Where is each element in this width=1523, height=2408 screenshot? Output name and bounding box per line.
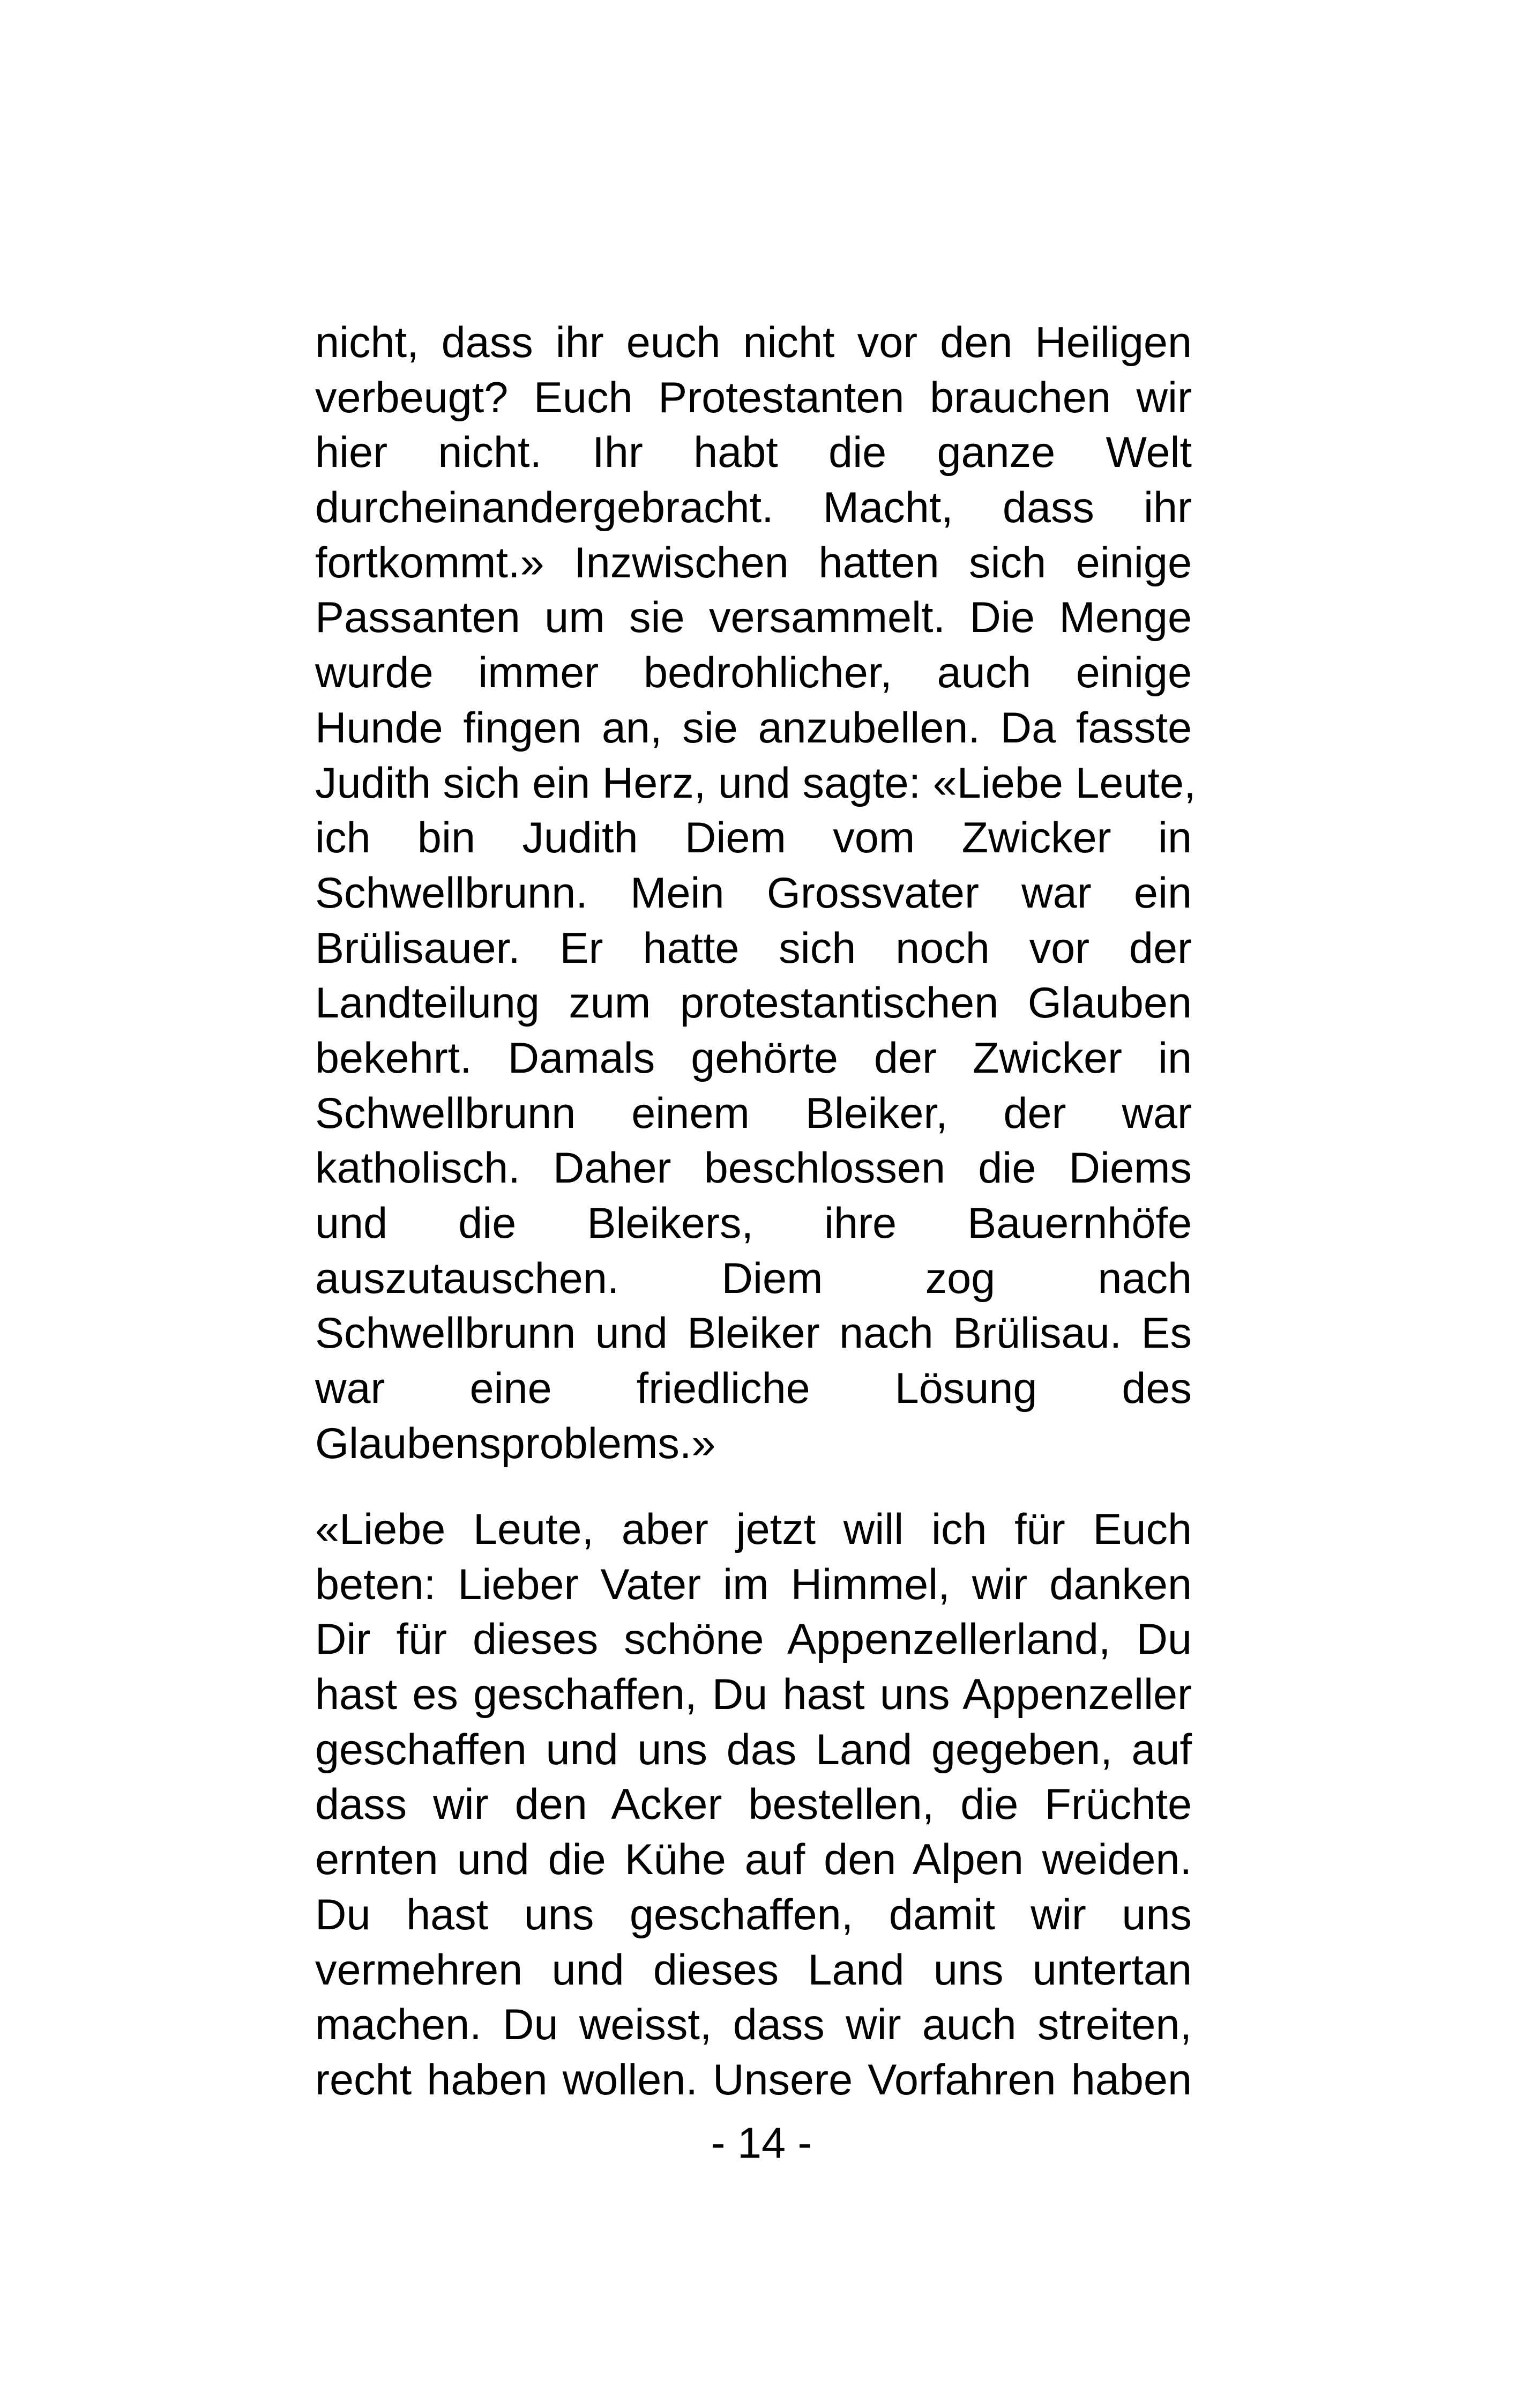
text-line: vermehren und dieses Land uns untertan	[315, 1945, 1192, 1994]
text-line: Dir für dieses schöne Appenzellerland, Du	[315, 1615, 1192, 1664]
text-line: Glaubensproblems.»	[315, 1419, 716, 1468]
text-line: «Liebe Leute, aber jetzt will ich für Euch	[315, 1505, 1192, 1554]
text-line: auszutauschen. Diem zog nach	[315, 1254, 1192, 1303]
text-line: beten: Lieber Vater im Himmel, wir danken	[315, 1560, 1192, 1609]
text-line: dass wir den Acker bestellen, die Früchte	[315, 1780, 1192, 1829]
text-line: war eine friedliche Lösung des	[315, 1364, 1192, 1413]
text-line: Schwellbrunn und Bleiker nach Brülisau. Es	[315, 1309, 1192, 1358]
text-line: wurde immer bedrohlicher, auch einige	[315, 649, 1192, 697]
text-line: katholisch. Daher beschlossen die Diems	[315, 1144, 1192, 1193]
text-line: Du hast uns geschaffen, damit wir uns	[315, 1890, 1192, 1939]
text-line: hier nicht. Ihr habt die ganze Welt	[315, 428, 1192, 477]
text-line: verbeugt? Euch Protestanten brauchen wir	[315, 373, 1192, 422]
text-line: ich bin Judith Diem vom Zwicker in	[315, 814, 1192, 863]
text-line: Hunde fingen an, sie anzubellen. Da fasste	[315, 703, 1192, 752]
text-line: durcheinandergebracht. Macht, dass ihr	[315, 484, 1192, 532]
page-number: - 14 -	[711, 2119, 812, 2167]
text-line: und die Bleikers, ihre Bauernhöfe	[315, 1199, 1192, 1247]
text-line: machen. Du weisst, dass wir auch streiten,	[315, 2001, 1192, 2049]
text-line: geschaffen und uns das Land gegeben, auf	[315, 1725, 1192, 1774]
text-line: bekehrt. Damals gehörte der Zwicker in	[315, 1034, 1192, 1082]
text-line: Landteilung zum protestantischen Glauben	[315, 979, 1192, 1028]
text-line: ernten und die Kühe auf den Alpen weiden.	[315, 1835, 1192, 1884]
text-line: recht haben wollen. Unsere Vorfahren haben	[315, 2055, 1192, 2104]
text-line: Schwellbrunn. Mein Grossvater war ein	[315, 868, 1192, 917]
paragraph-1	[315, 315, 1196, 1471]
text-line: Passanten um sie versammelt. Die Menge	[315, 593, 1192, 642]
text-line: nicht, dass ihr euch nicht vor den Heiligen	[315, 318, 1192, 367]
text-line: Schwellbrunn einem Bleiker, der war	[315, 1089, 1192, 1138]
paragraph-2	[315, 1502, 1192, 2108]
text-line: hast es geschaffen, Du hast uns Appenzeller	[315, 1670, 1192, 1719]
text-line: Judith sich ein Herz, und sagte: «Liebe Leute,	[315, 759, 1196, 807]
text-line: fortkommt.» Inzwischen hatten sich einige	[315, 538, 1192, 587]
text-line: Brülisauer. Er hatte sich noch vor der	[315, 924, 1192, 972]
